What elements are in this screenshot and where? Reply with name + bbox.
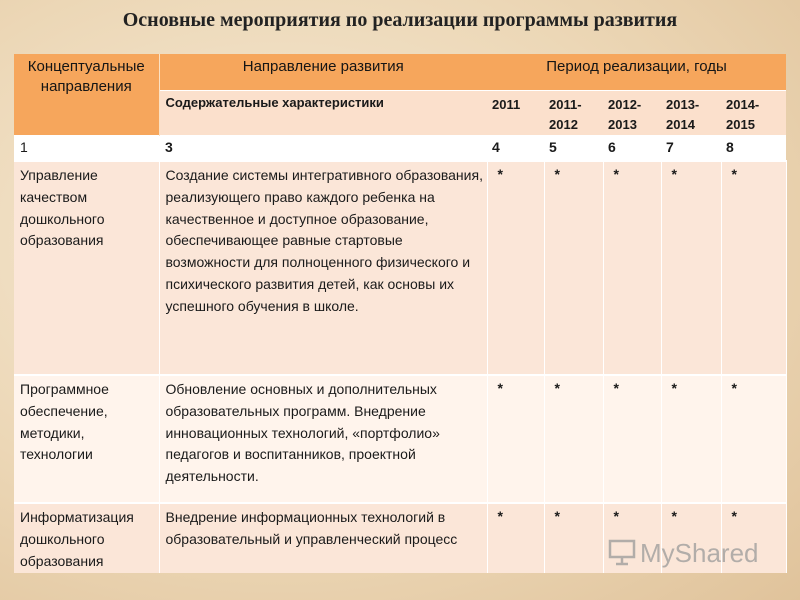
col-number: 4	[487, 135, 544, 161]
row-area: Информатизация дошкольного образования	[14, 503, 159, 573]
row-mark: *	[487, 503, 544, 573]
year-3: 2012-2013	[603, 90, 661, 135]
row-mark: *	[487, 161, 544, 375]
presentation-icon	[608, 538, 636, 566]
row-mark: *	[544, 161, 603, 375]
col-number: 3	[159, 135, 487, 161]
slide-title: Основные мероприятия по реализации программы развития	[122, 9, 678, 31]
row-mark: *	[487, 375, 544, 503]
row-mark: *	[661, 503, 721, 573]
header-content: Содержательные характеристики	[159, 90, 487, 135]
watermark-text: MyShared	[640, 538, 759, 568]
row-mark: *	[721, 375, 786, 503]
header-conceptual: Концептуальные направления	[14, 54, 159, 135]
table-row	[14, 375, 786, 503]
col-number: 8	[721, 135, 786, 161]
year-5: 2014-2015	[721, 90, 786, 135]
row-mark: *	[661, 375, 721, 503]
col-number: 1	[14, 135, 159, 161]
row-content: Внедрение информационных технологий в образовательный и управленческий процесс	[159, 503, 487, 573]
row-mark: *	[544, 503, 603, 573]
row-content: Обновление основных и дополнительных образовательных программ. Внедрение инновационных технологий, «портфолио» педагогов и воспитанников, проектной деятельности.	[159, 375, 487, 503]
col-number: 5	[544, 135, 603, 161]
row-mark: *	[603, 375, 661, 503]
year-1: 2011	[487, 90, 544, 135]
row-mark: *	[544, 375, 603, 503]
program-table	[14, 54, 787, 573]
row-area: Управление качеством дошкольного образования	[14, 161, 159, 375]
row-mark: *	[721, 503, 786, 573]
row-mark: *	[721, 161, 786, 375]
watermark	[608, 538, 759, 569]
row-mark: *	[603, 161, 661, 375]
row-mark: *	[661, 161, 721, 375]
row-mark: *	[603, 503, 661, 573]
year-4: 2013-2014	[661, 90, 721, 135]
year-2: 2011-2012	[544, 90, 603, 135]
col-number: 7	[661, 135, 721, 161]
row-content: Создание системы интегративного образования, реализующего право каждого ребенка на качественное и доступное образование, обеспечивающее равные стартовые возможности для полноценного физического и психического развития детей, как основы их успешного обучения в школе.	[159, 161, 487, 375]
header-direction: Направление развития	[159, 54, 487, 90]
col-number: 6	[603, 135, 661, 161]
table-row	[14, 161, 786, 375]
row-area: Программное обеспечение, методики, технологии	[14, 375, 159, 503]
header-period: Период реализации, годы	[487, 54, 786, 90]
